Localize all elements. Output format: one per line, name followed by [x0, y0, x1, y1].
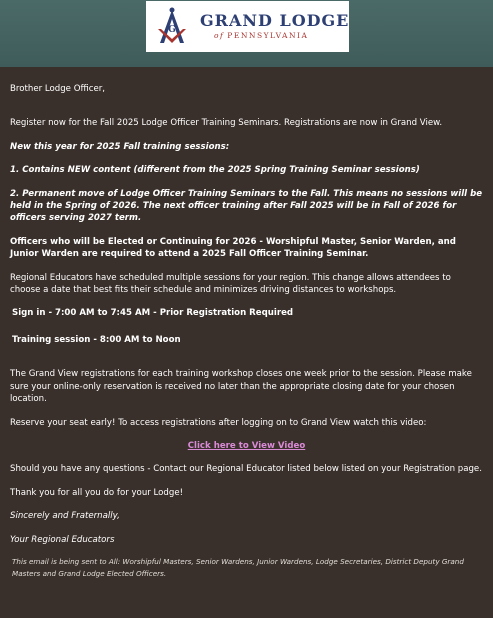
email-body — [0, 67, 493, 580]
closing: Sincerely and Fraternally, — [10, 511, 120, 522]
point-two: 2. Permanent move of Lodge Officer Training Seminars to the Fall. This means no sessions will be held in the Spring of 2026. The next officer training after Fall 2025 will be in Fall of 2026 for officers serving 2027 term. — [10, 188, 483, 224]
logo-mark-letter: G — [168, 24, 176, 35]
greeting: Brother Lodge Officer, — [10, 84, 106, 94]
email-header — [0, 0, 493, 67]
logo-subtitle — [200, 32, 349, 40]
regional-paragraph: Regional Educators have scheduled multiple sessions for your region. This change allows attendees to choose a date that best fits their schedule and minimizes driving distances to workshops. — [10, 272, 451, 296]
new-heading: New this year for 2025 Fall training sessions: — [10, 141, 230, 152]
officers-required: Officers who will be Elected or Continuing for 2026 - Worshipful Master, Senior Warden, and Junior Warden are required to attend a 2025 Fall Officer Training Seminar. — [10, 236, 456, 260]
logo-sub-state: PENNSYLVANIA — [227, 31, 309, 41]
logo-sub-of: of — [214, 31, 225, 41]
intro-paragraph: Register now for the Fall 2025 Lodge Officer Training Seminars. Registrations are now in Grand View. — [10, 118, 443, 129]
closing-registrations: The Grand View registrations for each training workshop closes one week prior to the session. Please make sure your online-only reservation is received no later than the appropriate closing date for your chosen location. — [10, 369, 472, 405]
signature: Your Regional Educators — [10, 534, 115, 545]
reserve-paragraph: Reserve your seat early! To access registrations after logging on to Grand View watch this video: — [10, 417, 427, 428]
logo-text — [200, 13, 349, 40]
questions-paragraph: Should you have any questions - Contact our Regional Educator listed below listed on your Registration page. — [10, 464, 482, 475]
thanks: Thank you for all you do for your Lodge! — [10, 487, 184, 498]
training-time: Training session - 8:00 AM to Noon — [12, 334, 181, 345]
point-one: 1. Contains NEW content (different from the 2025 Spring Training Seminar sessions) — [10, 165, 420, 176]
recipients-footnote: This email is being sent to All: Worshipful Masters, Senior Wardens, Junior Wardens, Lodge Secretaries, District Deputy Grand Masters and Grand Lodge Elected Officers. — [12, 556, 464, 578]
view-video-link[interactable]: Click here to View Video — [187, 440, 306, 451]
video-link-row — [10, 440, 483, 452]
logo-title: GRAND LODGE — [200, 11, 350, 31]
grand-lodge-logo[interactable] — [146, 1, 349, 52]
signin-time: Sign in - 7:00 AM to 7:45 AM - Prior Registration Required — [12, 308, 294, 319]
square-and-compass-icon — [154, 7, 190, 47]
